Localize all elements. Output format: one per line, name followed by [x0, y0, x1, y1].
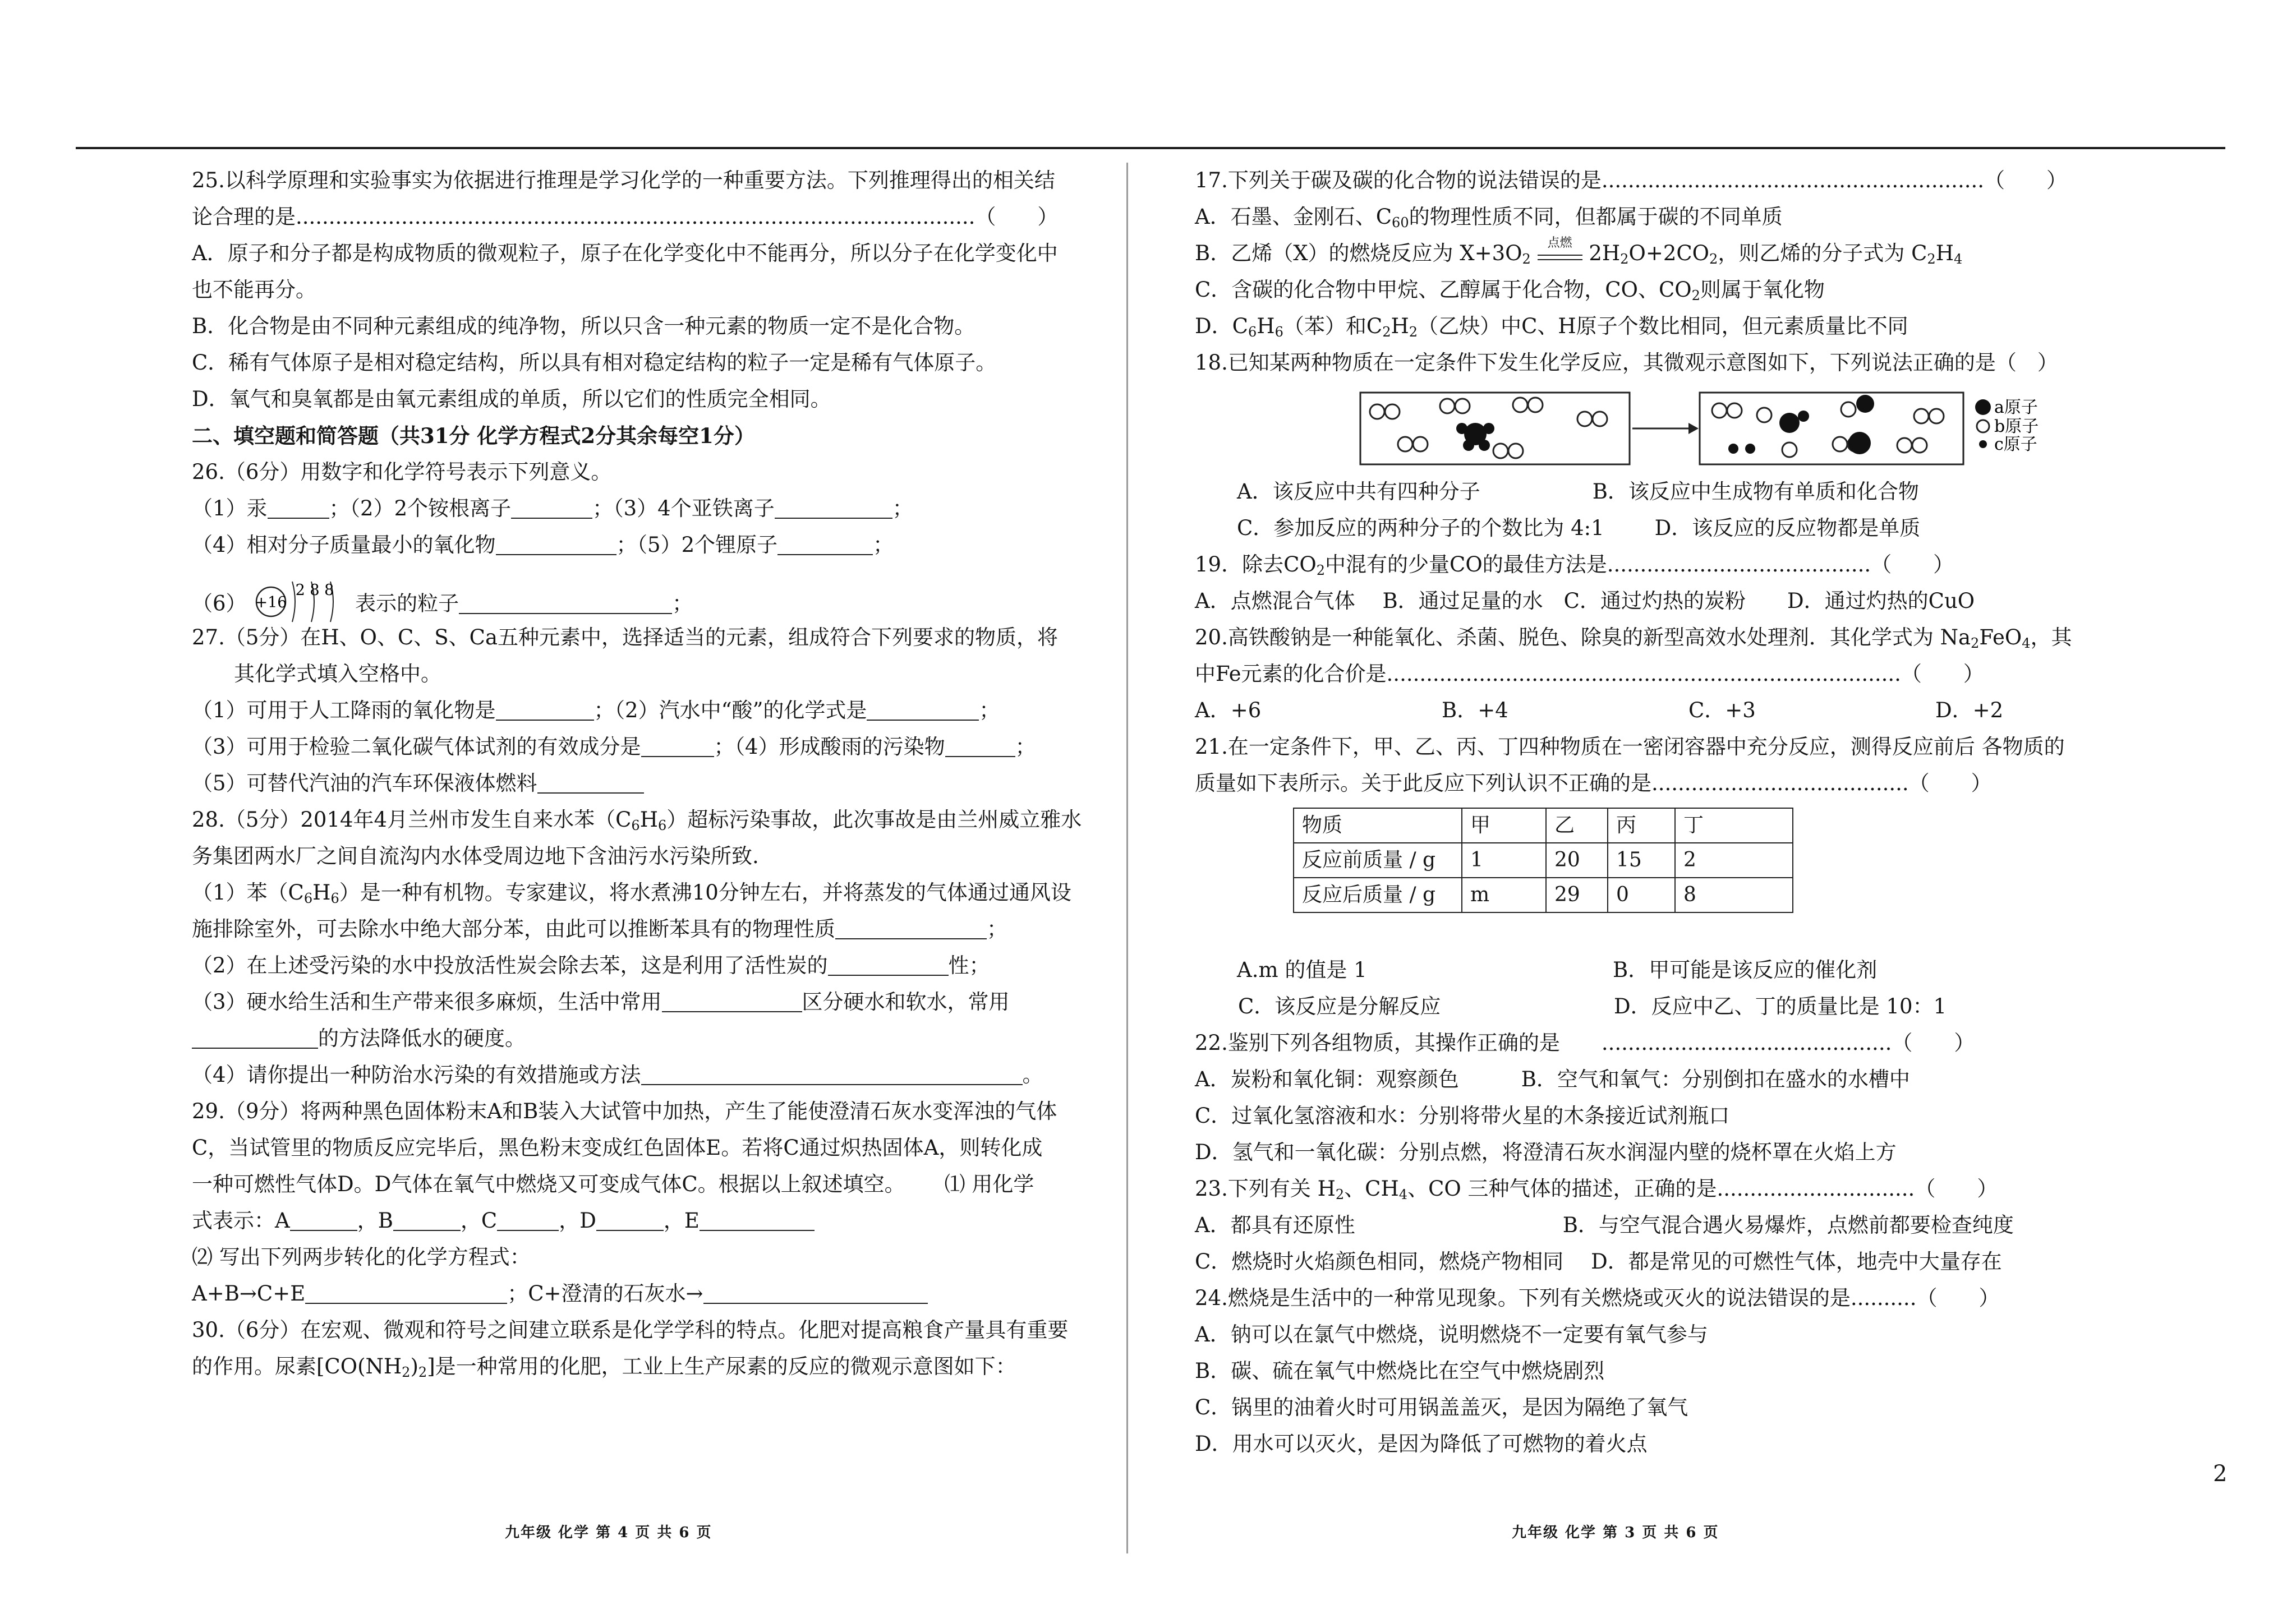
question-18 [1195, 346, 2064, 548]
question-30 [192, 1313, 1095, 1386]
left-column [192, 164, 1095, 1386]
mass-table-wrap [1195, 803, 2064, 953]
answer-blank[interactable] [835, 918, 987, 939]
question-26 [192, 455, 1095, 621]
q19-stem: 19．除去$CO_2$中混有的少量CO的最佳方法是........................................（ ） [1195, 552, 1954, 578]
q28-part4: （4）请你提出一种防治水污染的有效措施或方法 。 [192, 1063, 1043, 1087]
q27-line1: （1）可用于人工降雨的氧化物是 ；（2）汽水中“酸”的化学式是 ； [192, 698, 1000, 722]
question-17 [1195, 164, 2067, 346]
nucleus-charge: +16 [255, 594, 287, 611]
table-row: 反应后质量 / g m 29 0 8 [1294, 878, 1793, 912]
q29-stem: 29.（9分）将两种黑色固体粉末A和B装入大试管中加热，产生了能使澄清石灰水变浑浊的气体 [192, 1099, 1057, 1123]
answer-blank[interactable] [459, 593, 672, 614]
q28-stem: 28.（5分）2014年4月兰州市发生自来水苯$(C_6H_6)$超标污染事故，此次事故是由兰州威立雅水 [192, 808, 1082, 833]
question-20 [1195, 621, 2072, 730]
q25-stem-cont: 论合理的是.......................................................................................................（ ） [192, 205, 1059, 229]
answer-blank[interactable] [828, 955, 949, 976]
section-2-title: 二、填空题和简答题（共31分 化学方程式2分其余每空1分） [192, 423, 755, 448]
q17-stem: 17.下列关于碳及碳的化合物的说法错误的是..........................................................（ ） [1195, 168, 2067, 192]
answer-blank[interactable] [268, 497, 329, 519]
q29-equations: A+B→C+E ；C+澄清的石灰水→ [192, 1277, 1095, 1313]
q17-option-a: A．石墨、金刚石、$C_{60}$的物理性质不同，但都属于碳的不同单质 [1195, 205, 1783, 230]
legend-c-atom: c原子 [1994, 435, 2037, 454]
answer-blank[interactable] [945, 736, 1015, 757]
answer-blank[interactable] [703, 1283, 928, 1304]
q28-part3-cont: 的方法降低水的硬度。 [192, 1022, 1095, 1058]
q25-option-a-cont: 也不能再分。 [192, 278, 316, 302]
question-24 [1195, 1281, 2064, 1464]
question-27 [192, 621, 1095, 803]
question-19 [1195, 548, 2064, 621]
answer-blank[interactable] [662, 991, 802, 1012]
page-number: 2 [2213, 1461, 2228, 1487]
q26-line1: （1）汞 ；（2）2个铵根离子 ；（3）4个亚铁离子 ； [192, 496, 913, 520]
q27-line3: （5）可替代汽油的汽车环保液体燃料 [192, 767, 1095, 803]
answer-blank[interactable] [700, 1210, 815, 1231]
q24-option-b: B．碳、硫在氧气中燃烧比在空气中燃烧剧烈 [1195, 1359, 1605, 1383]
question-21 [1195, 730, 2064, 1026]
q20-stem-cont: 中Fe元素的化合价是..............................................................................（ ） [1195, 662, 1984, 686]
question-29 [192, 1095, 1095, 1313]
q19-options: A．点燃混合气体 B．通过足量的水 C．通过灼热的炭粉 D．通过灼热的CuO [1195, 589, 1975, 613]
answer-blank[interactable] [497, 1210, 559, 1231]
q18-stem: 18.已知某两种物质在一定条件下发生化学反应，其微观示意图如下，下列说法正确的是（ ） [1195, 351, 2058, 375]
question-23 [1195, 1172, 2064, 1281]
answer-blank[interactable] [641, 1064, 1023, 1085]
q21-options-ab: A.m 的值是 1 B．甲可能是该反应的催化剂 [1237, 958, 1878, 982]
reaction-condition: 点燃 [1547, 236, 1572, 250]
q23-options-ab: A．都具有还原性 B．与空气混合遇火易爆炸，点燃前都要检查纯度 [1195, 1213, 2014, 1237]
mass-table [1293, 808, 1793, 913]
q22-option-c: C．过氧化氢溶液和水：分别将带火星的木条接近试剂瓶口 [1195, 1104, 1730, 1128]
q29-stem-cont2: 一种可燃性气体D。D气体在氧气中燃烧又可变成气体C。根据以上叙述填空。 ⑴ 用化学 [192, 1172, 1034, 1196]
q20-options: A．+6 B．+4 C．+3 D．+2 [1195, 698, 2004, 722]
q22-option-d: D．氢气和一氧化碳：分别点燃，将澄清石灰水润湿内壁的烧杯罩在火焰上方 [1195, 1140, 1897, 1164]
question-25 [192, 164, 1095, 419]
q17-option-c: C．含碳的化合物中甲烷、乙醇属于化合物，CO、$CO_2$则属于氧化物 [1195, 278, 1825, 303]
column-divider [1126, 163, 1128, 1553]
q21-stem-cont: 质量如下表所示。关于此反应下列认识不正确的是.......................................（ ） [1195, 771, 1992, 795]
answer-blank[interactable] [641, 736, 714, 757]
q23-options-cd: C．燃烧时火焰颜色相同，燃烧产物相同 D．都是常见的可燃性气体，地壳中大量存在 [1195, 1249, 2002, 1274]
q27-line2: （3）可用于检验二氧化碳气体试剂的有效成分是 ；（4）形成酸雨的污染物 ； [192, 735, 1036, 759]
q24-stem: 24.燃烧是生活中的一种常见现象。下列有关燃烧或灭火的说法错误的是..........（ ） [1195, 1286, 2000, 1310]
q18-options-cd: C．参加反应的两种分子的个数比为 4:1 D．该反应的反应物都是单质 [1237, 516, 1921, 540]
answer-blank[interactable] [192, 1027, 318, 1049]
q25-option-b: B．化合物是由不同种元素组成的纯净物，所以只含一种元素的物质一定不是化合物。 [192, 314, 976, 338]
q29-formulas: 式表示：A ，B ，C ，D ，E [192, 1204, 1095, 1241]
q28-part3: （3）硬水给生活和生产带来很多麻烦，生活中常用 区分硬水和软水，常用 [192, 990, 1010, 1014]
q23-stem: 23.下列有关 $H_2$、$CH_4$、CO 三种气体的描述，正确的是..............................（ ） [1195, 1177, 1998, 1202]
q28-part1: （1）苯$(C_6H_6)$是一种有机物。专家建议，将水煮沸10分钟左右，并将蒸发的气体通过通风设 [192, 880, 1071, 906]
electron-shells: 2 8 8 [295, 582, 334, 599]
q24-option-d: D．用水可以灭火，是因为降低了可燃物的着火点 [1195, 1432, 1648, 1456]
answer-blank[interactable] [775, 497, 892, 519]
question-22 [1195, 1026, 2064, 1172]
q26-line3: （6） +16 2 8 8 表示的粒子 ； [192, 565, 1095, 621]
answer-blank[interactable] [777, 534, 873, 555]
q24-option-a: A．钠可以在氯气中燃烧，说明燃烧不一定要有氧气参与 [1195, 1322, 1708, 1347]
answer-blank[interactable] [290, 1210, 357, 1231]
q17-option-d: D．$C_6H_6$（苯）和$C_2H_2$（乙炔）中C、H原子个数比相同，但元素质量比不同 [1195, 314, 1908, 340]
reaction-micro-diagram [1195, 382, 2064, 475]
answer-blank[interactable] [496, 534, 616, 555]
answer-blank[interactable] [867, 699, 979, 721]
table-row: 反应前质量 / g 1 20 15 2 [1294, 843, 1793, 878]
q27-stem: 27.（5分）在H、O、C、S、Ca五种元素中，选择适当的元素，组成符合下列要求的物质，将 [192, 625, 1059, 649]
q30-stem: 30.（6分）在宏观、微观和符号之间建立联系是化学学科的特点。化肥对提高粮食产量具有重要 [192, 1318, 1069, 1342]
top-rule [76, 147, 2225, 149]
q17-option-b: B．乙烯（X）的燃烧反应为 $X+3O_2$ 点燃 $2H_2O+2CO_2$，则乙烯的分子式为 $C_2H_4$ [1195, 236, 1963, 267]
q20-stem: 20.高铁酸钠是一种能氧化、杀菌、脱色、除臭的新型高效水处理剂．其化学式为 $Na_2FeO_4$，其 [1195, 625, 2072, 651]
q26-line2: （4）相对分子质量最小的氧化物 ；（5）2个锂原子 ； [192, 533, 894, 557]
q28-part2: （2）在上述受污染的水中投放活性炭会除去苯，这是利用了活性炭的 性； [192, 953, 990, 978]
q25-stem: 25.以科学原理和实验事实为依据进行推理是学习化学的一种重要方法。下列推理得出的相关结 [192, 168, 1055, 192]
answer-blank[interactable] [496, 699, 594, 721]
answer-blank[interactable] [537, 772, 644, 794]
legend-b-atom: b原子 [1994, 417, 2039, 436]
q21-options-cd: C．该反应是分解反应 D．反应中乙、丁的质量比是 10：1 [1238, 994, 1947, 1018]
q25-option-d: D．氧气和臭氧都是由氧元素组成的单质，所以它们的性质完全相同。 [192, 387, 831, 411]
answer-blank[interactable] [596, 1210, 664, 1231]
q30-stem-cont: 的作用。尿素$[CO(NH_2)_2]$是一种常用的化肥，工业上生产尿素的反应的微观示意图如下： [192, 1354, 1016, 1380]
right-column [1195, 164, 2072, 1464]
question-28 [192, 803, 1095, 1095]
q27-stem-cont: 其化学式填入空格中。 [234, 662, 441, 686]
q18-options-ab: A．该反应中共有四种分子 B．该反应中生成物有单质和化合物 [1237, 479, 1919, 504]
q21-stem: 21.在一定条件下，甲、乙、丙、丁四种物质在一密闭容器中充分反应，测得反应前后 各物质的 [1195, 735, 2065, 759]
q22-stem: 22.鉴别下列各组物质，其操作正确的是 ............................................（ ） [1195, 1031, 1975, 1055]
q28-part1-cont: 施排除室外，可去除水中绝大部分苯，由此可以推断苯具有的物理性质 ； [192, 917, 1007, 941]
q24-option-c: C．锅里的油着火时可用锅盖盖灭，是因为隔绝了氧气 [1195, 1395, 1688, 1419]
q26-stem: 26.（6分）用数字和化学符号表示下列意义。 [192, 460, 612, 484]
q29-part2: ⑵ 写出下列两步转化的化学方程式： [192, 1245, 531, 1269]
footer-left: 九年级 化学 第 4 页 共 6 页 [505, 1524, 712, 1541]
q29-stem-cont: C，当试管里的物质反应完毕后，黑色粉末变成红色固体E。若将C通过炽热固体A，则转化成 [192, 1136, 1043, 1160]
answer-blank[interactable] [393, 1210, 461, 1231]
table-row: 物质 甲 乙 丙 丁 [1294, 808, 1793, 843]
legend-a-atom: a原子 [1994, 398, 2038, 417]
answer-blank[interactable] [305, 1283, 507, 1304]
q25-option-c: C．稀有气体原子是相对稳定结构，所以具有相对稳定结构的粒子一定是稀有气体原子。 [192, 351, 997, 375]
q25-option-a: A．原子和分子都是构成物质的微观粒子，原子在化学变化中不能再分，所以分子在化学变化中 [192, 241, 1058, 265]
answer-blank[interactable] [511, 497, 592, 519]
footer-right: 九年级 化学 第 3 页 共 6 页 [1512, 1524, 1719, 1541]
q22-options-ab: A．炭粉和氧化铜：观察颜色 B．空气和氧气：分别倒扣在盛水的水槽中 [1195, 1067, 1910, 1091]
q28-stem-cont: 务集团两水厂之间自流沟内水体受周边地下含油污水污染所致. [192, 844, 759, 868]
